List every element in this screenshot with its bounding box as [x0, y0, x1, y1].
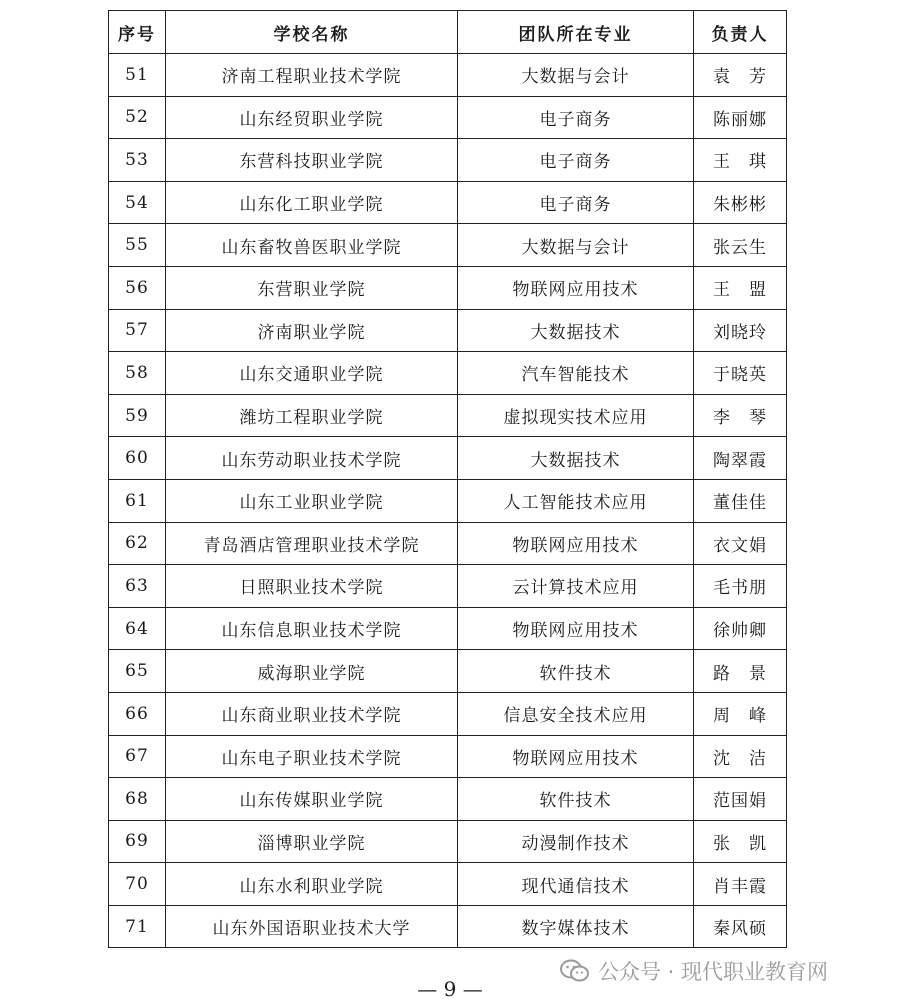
cell-school: 山东外国语职业技术大学 — [166, 905, 458, 948]
cell-index: 62 — [109, 522, 166, 565]
cell-major: 虚拟现实技术应用 — [458, 394, 694, 437]
cell-major: 物联网应用技术 — [458, 735, 694, 778]
table-row — [109, 820, 787, 863]
table-row — [109, 309, 787, 352]
table-row — [109, 863, 787, 906]
cell-school: 山东电子职业技术学院 — [166, 735, 458, 778]
school-team-table — [108, 10, 787, 948]
table-row — [109, 139, 787, 182]
cell-leader: 周 峰 — [694, 692, 787, 735]
table-row — [109, 224, 787, 267]
cell-school: 淄博职业学院 — [166, 820, 458, 863]
cell-index: 71 — [109, 905, 166, 948]
cell-school: 山东商业职业技术学院 — [166, 692, 458, 735]
cell-leader: 李 琴 — [694, 394, 787, 437]
table-row — [109, 522, 787, 565]
cell-leader: 王 盟 — [694, 266, 787, 309]
table-row — [109, 905, 787, 948]
table-row — [109, 394, 787, 437]
cell-major: 数字媒体技术 — [458, 905, 694, 948]
cell-leader: 陶翠霞 — [694, 437, 787, 480]
cell-leader: 张云生 — [694, 224, 787, 267]
cell-index: 54 — [109, 181, 166, 224]
table-row — [109, 778, 787, 821]
cell-leader: 刘晓玲 — [694, 309, 787, 352]
cell-school: 东营科技职业学院 — [166, 139, 458, 182]
cell-leader: 徐帅卿 — [694, 607, 787, 650]
cell-major: 汽车智能技术 — [458, 352, 694, 395]
header-leader: 负责人 — [694, 11, 787, 54]
cell-index: 60 — [109, 437, 166, 480]
header-school: 学校名称 — [166, 11, 458, 54]
cell-major: 大数据技术 — [458, 309, 694, 352]
cell-school: 山东工业职业学院 — [166, 479, 458, 522]
cell-index: 55 — [109, 224, 166, 267]
cell-index: 53 — [109, 139, 166, 182]
cell-major: 电子商务 — [458, 181, 694, 224]
cell-major: 大数据与会计 — [458, 54, 694, 97]
cell-school: 东营职业学院 — [166, 266, 458, 309]
table-row — [109, 352, 787, 395]
table-row — [109, 266, 787, 309]
cell-school: 济南工程职业技术学院 — [166, 54, 458, 97]
cell-major: 软件技术 — [458, 650, 694, 693]
table-header-row — [109, 11, 787, 54]
table-row — [109, 479, 787, 522]
cell-school: 日照职业技术学院 — [166, 565, 458, 608]
cell-major: 物联网应用技术 — [458, 522, 694, 565]
cell-major: 云计算技术应用 — [458, 565, 694, 608]
cell-school: 山东化工职业学院 — [166, 181, 458, 224]
cell-school: 山东信息职业技术学院 — [166, 607, 458, 650]
cell-index: 70 — [109, 863, 166, 906]
cell-leader: 沈 洁 — [694, 735, 787, 778]
cell-major: 信息安全技术应用 — [458, 692, 694, 735]
cell-leader: 朱彬彬 — [694, 181, 787, 224]
header-major: 团队所在专业 — [458, 11, 694, 54]
cell-school: 青岛酒店管理职业技术学院 — [166, 522, 458, 565]
cell-leader: 董佳佳 — [694, 479, 787, 522]
cell-index: 68 — [109, 778, 166, 821]
cell-index: 57 — [109, 309, 166, 352]
cell-index: 51 — [109, 54, 166, 97]
table-row — [109, 607, 787, 650]
cell-index: 59 — [109, 394, 166, 437]
cell-school: 山东传媒职业学院 — [166, 778, 458, 821]
cell-school: 山东畜牧兽医职业学院 — [166, 224, 458, 267]
cell-index: 65 — [109, 650, 166, 693]
cell-index: 64 — [109, 607, 166, 650]
cell-school: 山东经贸职业学院 — [166, 96, 458, 139]
cell-school: 潍坊工程职业学院 — [166, 394, 458, 437]
table-row — [109, 650, 787, 693]
cell-index: 61 — [109, 479, 166, 522]
cell-index: 63 — [109, 565, 166, 608]
cell-school: 山东水利职业学院 — [166, 863, 458, 906]
cell-school: 威海职业学院 — [166, 650, 458, 693]
cell-leader: 张 凯 — [694, 820, 787, 863]
cell-leader: 秦风硕 — [694, 905, 787, 948]
cell-major: 现代通信技术 — [458, 863, 694, 906]
table-row — [109, 54, 787, 97]
cell-index: 69 — [109, 820, 166, 863]
cell-index: 52 — [109, 96, 166, 139]
watermark-text: 公众号 · 现代职业教育网 — [598, 960, 829, 984]
cell-major: 大数据技术 — [458, 437, 694, 480]
table-row — [109, 437, 787, 480]
page-number: — 9 — — [417, 977, 483, 1001]
cell-leader: 毛书朋 — [694, 565, 787, 608]
cell-major: 软件技术 — [458, 778, 694, 821]
table-row — [109, 96, 787, 139]
cell-major: 电子商务 — [458, 96, 694, 139]
cell-school: 山东劳动职业技术学院 — [166, 437, 458, 480]
cell-index: 66 — [109, 692, 166, 735]
cell-leader: 于晓英 — [694, 352, 787, 395]
cell-major: 人工智能技术应用 — [458, 479, 694, 522]
cell-major: 动漫制作技术 — [458, 820, 694, 863]
cell-index: 56 — [109, 266, 166, 309]
cell-leader: 陈丽娜 — [694, 96, 787, 139]
table-row — [109, 565, 787, 608]
cell-leader: 王 琪 — [694, 139, 787, 182]
cell-major: 电子商务 — [458, 139, 694, 182]
cell-leader: 肖丰霞 — [694, 863, 787, 906]
cell-index: 67 — [109, 735, 166, 778]
cell-major: 物联网应用技术 — [458, 607, 694, 650]
cell-school: 山东交通职业学院 — [166, 352, 458, 395]
cell-major: 物联网应用技术 — [458, 266, 694, 309]
cell-major: 大数据与会计 — [458, 224, 694, 267]
cell-index: 58 — [109, 352, 166, 395]
cell-leader: 路 景 — [694, 650, 787, 693]
table-row — [109, 181, 787, 224]
table-row — [109, 692, 787, 735]
cell-leader: 衣文娟 — [694, 522, 787, 565]
header-index: 序号 — [109, 11, 166, 54]
table-row — [109, 735, 787, 778]
cell-school: 济南职业学院 — [166, 309, 458, 352]
cell-leader: 袁 芳 — [694, 54, 787, 97]
cell-leader: 范国娟 — [694, 778, 787, 821]
